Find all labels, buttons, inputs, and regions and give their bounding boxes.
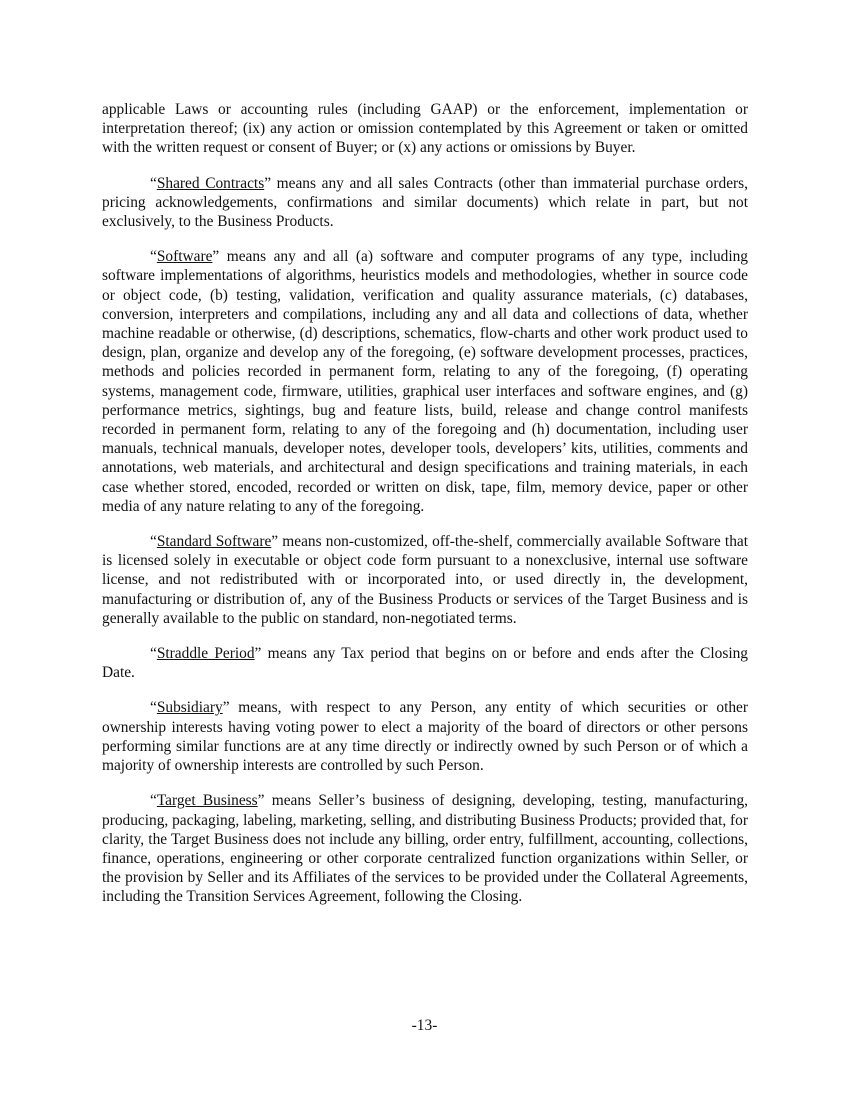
open-quote: “ [150, 174, 157, 192]
open-quote: “ [150, 699, 157, 717]
defined-term: Software [156, 248, 213, 266]
defined-term: Target Business [156, 792, 258, 810]
definition-shared-contracts [102, 174, 748, 232]
intro-paragraph: applicable Laws or accounting rules (including GAAP) or the enforcement, implementation or interpretation thereof; (ix) any action or omission contemplated by this Agreement or taken or omitted with the written request or consent of Buyer; or (x) any actions or omissions by Buyer. [102, 101, 748, 157]
definition-text: ” means any and all sales Contracts (other than immaterial purchase orders, pricing acknowledgements, confirmations and similar documents) which relate in part, but not exclusively, to the Business Products. [102, 174, 748, 231]
defined-term: Straddle Period [156, 645, 255, 663]
open-quote: “ [150, 792, 157, 810]
document-page [102, 100, 748, 923]
definition-text: ” means, with respect to any Person, any entity of which securities or other ownership interests having voting power to elect a majority of the board of directors or other persons performing similar functions are at any time directly or indirectly owned by such Person or of which a majority of ownership interests are controlled by such Person. [102, 699, 748, 775]
definition-text: ” means any and all (a) software and computer programs of any type, including software implementations of algorithms, heuristics models and methodologies, whether in source code or object code, (b) testing, validation, verification and quality assurance materials, (c) databases, conversion, interpreters and compilations, including any and all data and collections of data, whether machine readable or otherwise, (d) descriptions, schematics, flow-charts and other work product used to design, plan, organize and develop any of the foregoing, (e) software development processes, practices, methods and policies recorded in permanent form, relating to any of the foregoing, (f) operating systems, management code, firmware, utilities, graphical user interfaces and software engines, and (g) performance metrics, sightings, bug and feature lists, build, release and change control manifests recorded in permanent form, relating to any of the foregoing and (h) documentation, including user manuals, technical manuals, developer notes, developer tools, developers’ kits, utilities, comments and annotations, web materials, and architectural and design specifications and training materials, in each case whether stored, encoded, recorded or written on disk, tape, film, memory device, paper or other media of any nature relating to any of the foregoing. [102, 248, 748, 515]
defined-term: Standard Software [156, 533, 272, 551]
open-quote: “ [150, 248, 157, 266]
open-quote: “ [150, 645, 157, 663]
defined-term: Shared Contracts [156, 174, 265, 192]
definition-target-business [102, 791, 748, 906]
defined-term: Subsidiary [156, 699, 223, 717]
definition-software [102, 247, 748, 516]
page-number: -13- [411, 1017, 438, 1034]
definition-standard-software [102, 532, 748, 628]
definition-text: ” means non-customized, off-the-shelf, commercially available Software that is licensed solely in executable or object code form pursuant to a nonexclusive, internal use software license, and not redistributed with or incorporated into, or used directly in, the development, manufacturing or distribution of, any of the Business Products or services of the Target Business and is generally available to the public on standard, non-negotiated terms. [102, 533, 748, 627]
definition-text: ” means Seller’s business of designing, developing, testing, manufacturing, producing, packaging, labeling, marketing, selling, and distributing Business Products; provided that, for clarity, the Target Business does not include any billing, order entry, fulfillment, accounting, collections, finance, operations, engineering or other corporate centralized function organizations within Seller, or the provision by Seller and its Affiliates of the services to be provided under the Collateral Agreements, including the Transition Services Agreement, following the Closing. [102, 792, 749, 906]
definition-straddle-period [102, 644, 748, 682]
definition-text: ” means any Tax period that begins on or before and ends after the Closing Date. [102, 645, 748, 682]
open-quote: “ [150, 533, 157, 551]
definition-subsidiary [102, 698, 748, 775]
